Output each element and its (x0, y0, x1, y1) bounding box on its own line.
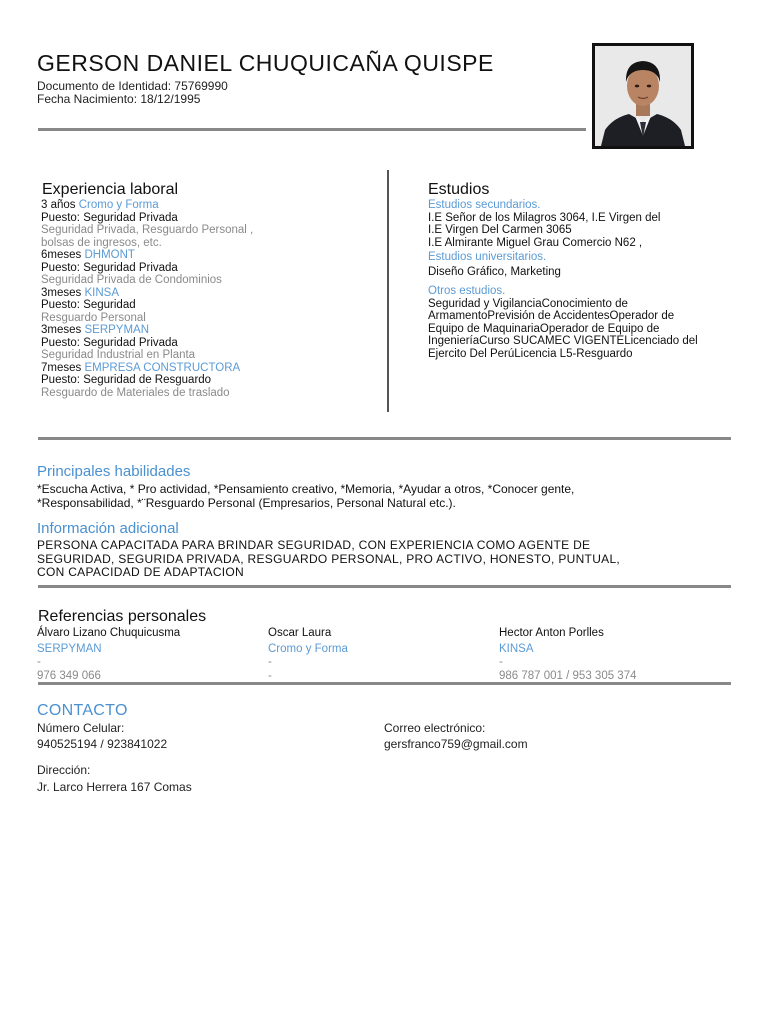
university-studies-text: Diseño Gráfico, Marketing (428, 265, 561, 278)
experience-description: Seguridad Industrial en Planta (41, 349, 196, 361)
reference-name: Oscar Laura (268, 627, 332, 639)
reference-name: Álvaro Lizano Chuquicusma (37, 627, 181, 639)
reference-phone: 976 349 066 (37, 669, 101, 682)
skills-line: *Responsabilidad, *¨Resguardo Personal (Empresarios, Personal Natural etc.). (37, 496, 456, 510)
experience-company: Cromo y Forma (78, 199, 159, 211)
additional-info-heading: Información adicional (37, 520, 179, 537)
experience-duration: 3 años (41, 199, 76, 211)
references-heading: Referencias personales (38, 608, 207, 625)
secondary-studies-line: I.E Almirante Miguel Grau Comercio N62 , (428, 236, 643, 249)
reference-phone: - (268, 669, 272, 682)
experience-description: Resguardo de Materiales de traslado (41, 386, 230, 399)
experience-position: Puesto: Seguridad (41, 299, 136, 311)
secondary-studies-label: Estudios secundarios. (428, 199, 541, 211)
university-studies-label: Estudios universitarios. (428, 251, 547, 263)
experience-description: Seguridad Privada de Condominios (41, 274, 222, 286)
additional-info-line: SEGURIDAD, SEGURIDA PRIVADA, RESGUARDO PERSONAL, PRO ACTIVO, HONESTO, PUNTUAL, (37, 551, 621, 566)
experience-entry (41, 324, 381, 362)
section-divider (38, 437, 731, 440)
other-studies-line: Ejercito Del PerúLicencia L5-Resguardo (428, 347, 633, 360)
experience-entry (41, 287, 381, 325)
address-value: Jr. Larco Herrera 167 Comas (37, 780, 192, 794)
experience-duration: 6meses (41, 249, 82, 261)
other-studies-line: IngenieríaCurso SUCAMEC VIGENTELicenciado del (428, 335, 698, 347)
reference-card (268, 627, 488, 683)
reference-company: Cromo y Forma (268, 642, 348, 655)
email-value: gersfranco759@gmail.com (384, 737, 528, 751)
other-studies-line: Seguridad y VigilanciaConocimiento de (428, 297, 628, 310)
experience-company: KINSA (84, 286, 119, 299)
reference-name: Hector Anton Porlles (499, 627, 604, 639)
additional-info-line: PERSONA CAPACITADA PARA BRINDAR SEGURIDAD, CON EXPERIENCIA COMO AGENTE DE (37, 538, 591, 552)
secondary-studies-line: I.E Virgen Del Carmen 3065 (428, 224, 572, 236)
section-divider (38, 682, 731, 685)
reference-phone: 986 787 001 / 953 305 374 (499, 669, 637, 682)
skills-heading: Principales habilidades (37, 463, 191, 480)
address-label: Dirección: (37, 763, 91, 777)
experience-position: Puesto: Seguridad Privada (41, 336, 178, 349)
profile-photo (592, 43, 694, 149)
person-portrait-icon (595, 46, 691, 146)
experience-position: Puesto: Seguridad de Resguardo (41, 374, 212, 386)
experience-duration: 3meses (41, 286, 82, 299)
secondary-studies-line: I.E Señor de los Milagros 3064, I.E Virgen del (428, 211, 661, 224)
phone-label: Número Celular: (37, 721, 125, 735)
experience-entry (41, 199, 381, 249)
other-studies-line: Equipo de MaquinariaOperador de Equipo de (428, 322, 660, 335)
reference-dash: - (268, 656, 272, 668)
experience-description: Resguardo Personal (41, 311, 146, 324)
reference-card (37, 627, 257, 683)
experience-description: Seguridad Privada, Resguardo Personal , (41, 224, 254, 236)
reference-company: KINSA (499, 642, 534, 655)
skills-line: *Escucha Activa, * Pro actividad, *Pensamiento creativo, *Memoria, *Ayudar a otros, *Conocer gente, (37, 482, 575, 496)
experience-position: Puesto: Seguridad Privada (41, 261, 178, 274)
experience-position: Puesto: Seguridad Privada (41, 211, 178, 224)
additional-info-line: CON CAPACIDAD DE ADAPTACION (37, 565, 245, 579)
contact-heading: CONTACTO (37, 702, 128, 719)
id-document: Documento de Identidad: 75769990 (37, 79, 228, 93)
reference-company: SERPYMAN (37, 642, 102, 655)
reference-dash: - (499, 656, 503, 668)
other-studies-label: Otros estudios. (428, 285, 506, 297)
experience-list (41, 199, 381, 399)
experience-duration: 7meses (41, 361, 82, 374)
email-label: Correo electrónico: (384, 721, 486, 735)
experience-company: DHMONT (84, 249, 135, 261)
other-studies-line: ArmamentoPrevisión de AccidentesOperador de (428, 310, 675, 322)
experience-entry (41, 362, 381, 400)
studies-heading: Estudios (428, 181, 490, 198)
additional-info-text (37, 539, 737, 580)
skills-text (37, 482, 737, 510)
experience-entry (41, 249, 381, 287)
reference-dash: - (37, 656, 41, 668)
experience-company: SERPYMAN (84, 324, 150, 336)
section-divider (38, 585, 731, 588)
experience-duration: 3meses (41, 324, 82, 336)
candidate-name: GERSON DANIEL CHUQUICAÑA QUISPE (37, 50, 494, 76)
experience-description: bolsas de ingresos, etc. (41, 236, 162, 249)
header-divider (38, 128, 586, 131)
experience-heading: Experiencia laboral (42, 181, 179, 198)
phone-value: 940525194 / 923841022 (37, 737, 168, 751)
experience-company: EMPRESA CONSTRUCTORA (84, 361, 241, 374)
studies-list (428, 199, 748, 360)
column-divider (387, 170, 389, 412)
birth-date: Fecha Nacimiento: 18/12/1995 (37, 92, 201, 106)
reference-card (499, 627, 729, 683)
